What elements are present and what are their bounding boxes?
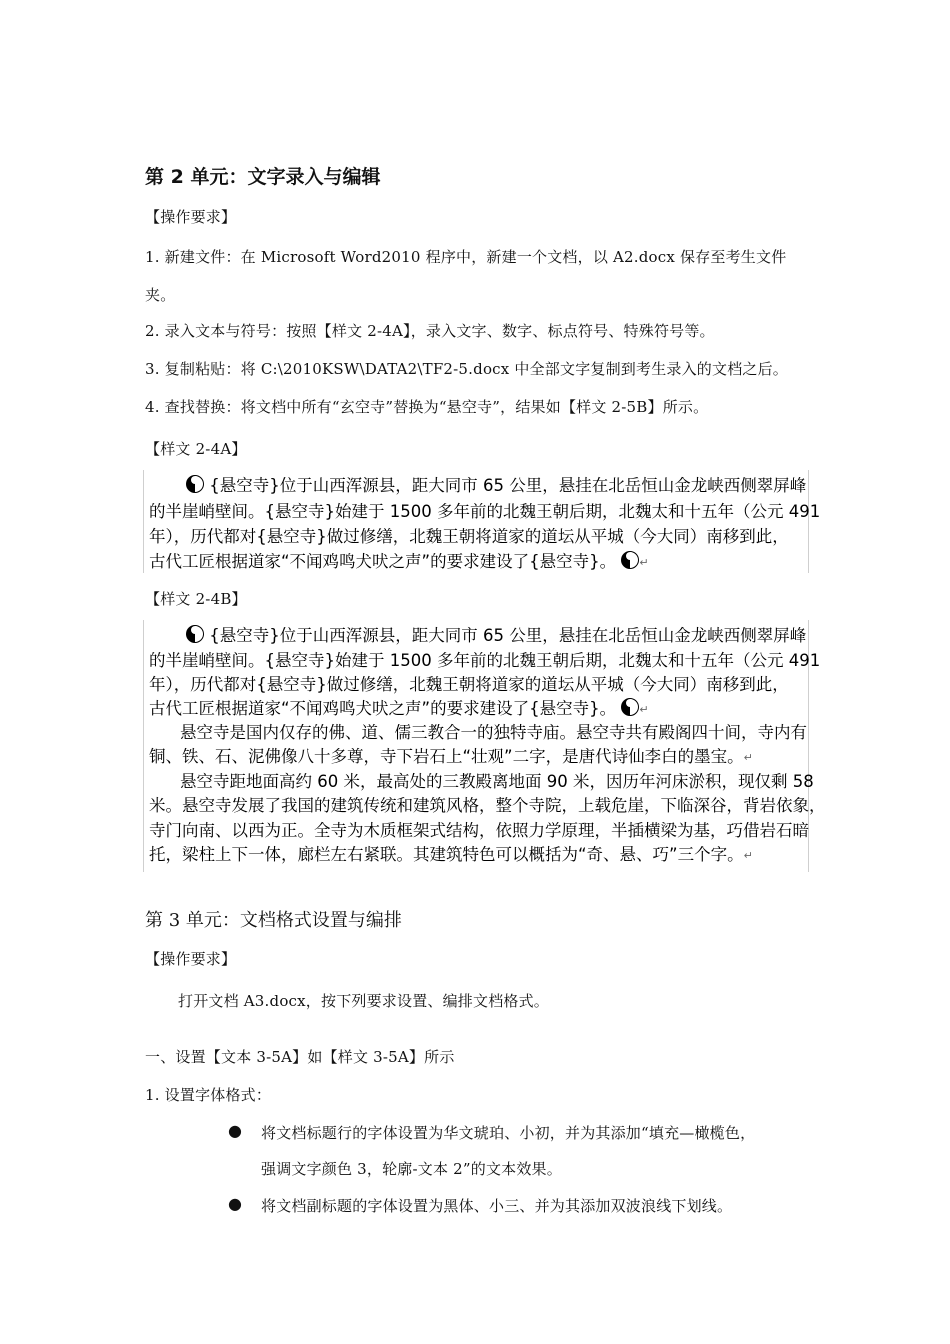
unit3-intro: 打开文档 A3.docx，按下列要求设置、编排文档格式。	[178, 992, 550, 1010]
bullet-dot: ●	[228, 1121, 242, 1140]
unit2-title: 第 2 单元：文字录入与编辑	[145, 166, 381, 188]
paragraph-mark: ↵	[743, 751, 753, 764]
sample-b-line-1: {悬空寺}位于山西浑源县，距大同市 65 公里，悬挂在北岳恒山金龙峡西侧翠屏峰	[186, 622, 806, 646]
sample-b-line-3: 年），历代都对{悬空寺}做过修缮，北魏王朝将道家的道坛从平城（今大同）南移到此，	[149, 675, 789, 694]
yin-yang-icon	[186, 475, 204, 493]
sample-b-line-7: 悬空寺距地面高约 60 米，最高处的三教殿离地面 90 米，因历年河床淤积，现仅剩 58	[180, 772, 814, 791]
unit2-item4: 4. 查找替换：将文档中所有“玄空寺”替换为“悬空寺”，结果如【样文 2-5B】所示。	[145, 398, 709, 416]
bullet-dot: ●	[228, 1194, 242, 1213]
bullet1-line2: 强调文字颜色 3，轮廓-文本 2”的文本效果。	[261, 1160, 562, 1178]
unit3-section1: 一、设置【文本 3-5A】如【样文 3-5A】所示	[145, 1048, 455, 1066]
sample-a-line-1: {悬空寺}位于山西浑源县，距大同市 65 公里，悬挂在北岳恒山金龙峡西侧翠屏峰	[186, 472, 806, 496]
unit3-ops-label: 【操作要求】	[145, 950, 237, 968]
unit2-ops-label: 【操作要求】	[145, 208, 237, 226]
sample-b-line-2: 的半崖峭壁间。{悬空寺}始建于 1500 多年前的北魏王朝后期，北魏太和十五年（公元 491	[149, 651, 821, 670]
yin-yang-icon	[186, 625, 204, 643]
bullet2-text: 将文档副标题的字体设置为黑体、小三、并为其添加双波浪线下划线。	[261, 1197, 733, 1215]
sample-b-label: 【样文 2-4B】	[145, 590, 247, 608]
unit3-title: 第 3 单元：文档格式设置与编排	[145, 910, 402, 931]
sample-a-line-2: 的半崖峭壁间。{悬空寺}始建于 1500 多年前的北魏王朝后期，北魏太和十五年（公元 491	[149, 502, 821, 521]
sample-b-line-5: 悬空寺是国内仅存的佛、道、儒三教合一的独特寺庙。悬空寺共有殿阁四十间，寺内有	[180, 723, 807, 742]
sample-a-line-4: 古代工匠根据道家“不闻鸡鸣犬吠之声”的要求建设了{悬空寺}。 ↵	[149, 552, 649, 571]
sample-b-line-8: 米。悬空寺发展了我国的建筑传统和建筑风格，整个寺院，上载危崖，下临深谷，背岩依象，	[149, 796, 826, 815]
unit2-item2: 2. 录入文本与符号：按照【样文 2-4A】，录入文字、数字、标点符号、特殊符号等。	[145, 322, 715, 340]
unit2-item1-line2: 夹。	[145, 286, 176, 304]
sample-a-box	[143, 470, 821, 573]
sample-b-line-10: 托，梁柱上下一体，廊栏左右紧联。其建筑特色可以概括为“奇、悬、巧”三个字。↵	[149, 845, 753, 864]
paragraph-mark: ↵	[639, 556, 649, 569]
sample-b-line-6: 铜、铁、石、泥佛像八十多尊，寺下岩石上“壮观”二字，是唐代诗仙李白的墨宝。↵	[149, 747, 753, 766]
sample-a-label: 【样文 2-4A】	[145, 440, 247, 458]
yin-yang-icon	[621, 551, 639, 569]
bullet1-line1: 将文档标题行的字体设置为华文琥珀、小初，并为其添加“填充—橄榄色，	[261, 1124, 756, 1142]
unit2-item1-line1: 1. 新建文件：在 Microsoft Word2010 程序中，新建一个文档，以 A2.docx 保存至考生文件	[145, 248, 787, 266]
yin-yang-icon	[621, 698, 639, 716]
sample-a-line-3: 年），历代都对{悬空寺}做过修缮，北魏王朝将道家的道坛从平城（今大同）南移到此，	[149, 527, 789, 546]
sample-b-line-4: 古代工匠根据道家“不闻鸡鸣犬吠之声”的要求建设了{悬空寺}。 ↵	[149, 699, 649, 718]
paragraph-mark: ↵	[639, 703, 649, 716]
unit3-item1: 1. 设置字体格式：	[145, 1086, 272, 1104]
sample-b-line-9: 寺门向南、以西为正。全寺为木质框架式结构，依照力学原理，半插横梁为基，巧借岩石暗	[149, 821, 809, 840]
sample-b-box	[143, 620, 826, 872]
unit2-item3: 3. 复制粘贴：将 C:\2010KSW\DATA2\TF2-5.docx 中全部文字复制到考生录入的文档之后。	[145, 360, 789, 378]
paragraph-mark: ↵	[743, 849, 753, 862]
